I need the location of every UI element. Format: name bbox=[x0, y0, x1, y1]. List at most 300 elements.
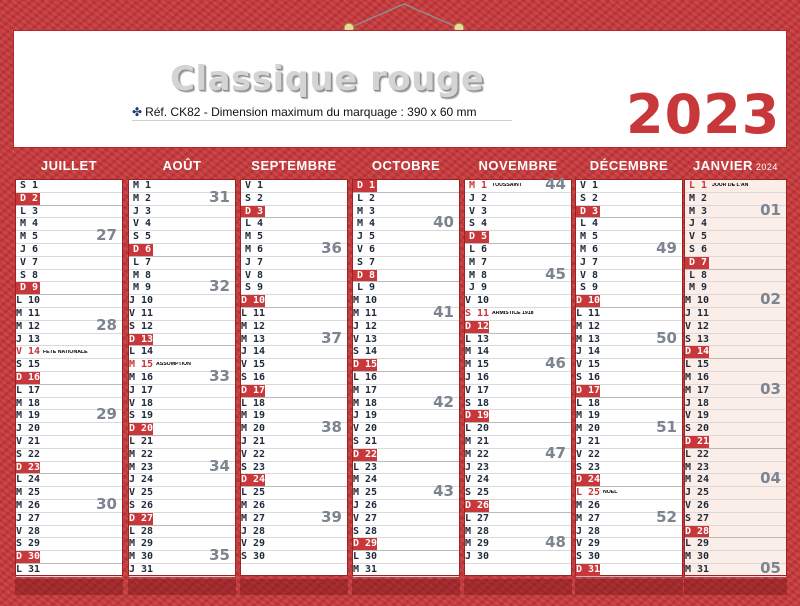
day-label: V 4 bbox=[132, 218, 151, 230]
day-label: J 27 bbox=[16, 512, 41, 524]
day-row bbox=[465, 295, 571, 308]
day-row bbox=[465, 193, 571, 206]
day-label: S 9 bbox=[244, 282, 263, 294]
day-label: L 31 bbox=[16, 563, 41, 575]
day-row bbox=[241, 449, 347, 462]
day-label: V 1 bbox=[244, 180, 263, 191]
day-label: L 30 bbox=[353, 551, 378, 563]
week-number: 49 bbox=[656, 239, 677, 257]
day-row bbox=[241, 462, 347, 475]
day-label: M 10 bbox=[685, 295, 710, 307]
day-label: V 15 bbox=[576, 359, 601, 371]
day-row bbox=[353, 270, 459, 283]
day-row bbox=[353, 180, 459, 193]
day-row bbox=[16, 244, 122, 257]
day-row bbox=[685, 500, 786, 513]
day-label: M 30 bbox=[129, 551, 154, 563]
day-row bbox=[465, 410, 571, 423]
day-row bbox=[353, 193, 459, 206]
day-row bbox=[129, 526, 235, 539]
week-number: 47 bbox=[545, 443, 566, 462]
day-label: S 2 bbox=[579, 192, 598, 204]
day-label: M 1 bbox=[468, 180, 487, 191]
day-row bbox=[576, 295, 682, 308]
day-row bbox=[16, 295, 122, 308]
month-column bbox=[575, 153, 683, 601]
calendar-header bbox=[13, 30, 787, 148]
day-label: S 20 bbox=[685, 423, 710, 435]
day-label: D 27 bbox=[129, 512, 154, 524]
day-row bbox=[576, 385, 682, 398]
day-row bbox=[353, 564, 459, 577]
month-name bbox=[240, 153, 348, 179]
day-row bbox=[685, 513, 786, 526]
clover-icon: ✤ bbox=[132, 105, 143, 119]
day-row bbox=[353, 410, 459, 423]
day-row bbox=[16, 551, 122, 564]
day-label: J 6 bbox=[19, 243, 38, 255]
day-row bbox=[685, 321, 786, 334]
day-label: M 4 bbox=[356, 218, 375, 230]
day-row bbox=[576, 474, 682, 487]
day-row bbox=[465, 372, 571, 385]
day-label: M 17 bbox=[685, 384, 710, 396]
day-row bbox=[129, 500, 235, 513]
day-label: V 25 bbox=[129, 487, 154, 499]
day-row bbox=[576, 372, 682, 385]
day-label: V 26 bbox=[685, 499, 710, 511]
day-row bbox=[685, 180, 786, 193]
day-row bbox=[685, 526, 786, 539]
day-label: M 20 bbox=[241, 423, 266, 435]
day-row bbox=[465, 206, 571, 219]
day-label: V 18 bbox=[129, 397, 154, 409]
day-row bbox=[685, 538, 786, 551]
day-row bbox=[576, 462, 682, 475]
day-label: M 30 bbox=[685, 551, 710, 563]
day-label: S 23 bbox=[576, 461, 601, 473]
day-row bbox=[576, 359, 682, 372]
day-label: M 24 bbox=[353, 474, 378, 486]
day-label: V 17 bbox=[465, 384, 490, 396]
day-row bbox=[16, 270, 122, 283]
day-row bbox=[576, 218, 682, 231]
day-row bbox=[241, 180, 347, 193]
day-label: S 13 bbox=[685, 333, 710, 345]
day-label: L 20 bbox=[465, 423, 490, 435]
day-label: M 19 bbox=[576, 410, 601, 422]
day-row bbox=[576, 449, 682, 462]
day-row bbox=[241, 282, 347, 295]
day-label: S 18 bbox=[465, 397, 490, 409]
day-row bbox=[16, 282, 122, 295]
day-row bbox=[16, 526, 122, 539]
day-label: V 7 bbox=[19, 256, 38, 268]
day-label: M 5 bbox=[579, 231, 598, 243]
day-label: D 31 bbox=[576, 563, 601, 575]
day-label: M 22 bbox=[129, 448, 154, 460]
day-label: V 27 bbox=[353, 512, 378, 524]
day-label: M 11 bbox=[16, 307, 41, 319]
day-row bbox=[353, 449, 459, 462]
day-row bbox=[241, 436, 347, 449]
day-label: D 5 bbox=[465, 231, 489, 243]
day-row bbox=[16, 449, 122, 462]
week-number: 46 bbox=[545, 354, 566, 373]
day-label: L 8 bbox=[688, 269, 707, 281]
day-label: M 8 bbox=[468, 269, 487, 281]
day-label: D 8 bbox=[353, 270, 377, 282]
day-label: J 14 bbox=[241, 346, 266, 358]
week-number: 35 bbox=[209, 546, 230, 565]
day-row bbox=[465, 308, 571, 321]
month-column bbox=[352, 153, 460, 601]
month-footer bbox=[128, 579, 236, 595]
week-number: 39 bbox=[321, 507, 342, 526]
day-label: V 19 bbox=[685, 410, 710, 422]
day-row bbox=[129, 436, 235, 449]
day-row bbox=[129, 218, 235, 231]
day-label: M 11 bbox=[353, 307, 378, 319]
day-label: L 23 bbox=[353, 461, 378, 473]
day-label: S 7 bbox=[356, 256, 375, 268]
day-label: L 22 bbox=[685, 448, 710, 460]
day-label: V 20 bbox=[353, 423, 378, 435]
day-list bbox=[684, 179, 787, 576]
day-label: M 31 bbox=[353, 563, 378, 575]
day-row bbox=[241, 526, 347, 539]
day-label: M 2 bbox=[688, 192, 707, 204]
day-label: V 29 bbox=[576, 538, 601, 550]
day-row bbox=[576, 193, 682, 206]
day-row bbox=[129, 474, 235, 487]
day-row bbox=[241, 398, 347, 411]
day-label: L 18 bbox=[241, 397, 266, 409]
day-label: L 11 bbox=[576, 307, 601, 319]
month-name bbox=[15, 153, 123, 179]
day-row bbox=[465, 218, 571, 231]
day-label: L 17 bbox=[16, 384, 41, 396]
day-label: S 15 bbox=[16, 359, 41, 371]
week-number: 34 bbox=[209, 456, 230, 475]
day-label: D 30 bbox=[16, 551, 41, 563]
week-number: 33 bbox=[209, 367, 230, 385]
month-name-text: SEPTEMBRE bbox=[251, 158, 337, 173]
day-note: FÊTE NATIONALE bbox=[43, 349, 88, 355]
day-label: J 23 bbox=[465, 461, 490, 473]
day-row bbox=[241, 295, 347, 308]
week-number: 51 bbox=[656, 418, 677, 437]
day-label: D 6 bbox=[129, 244, 153, 256]
day-label: D 28 bbox=[685, 525, 710, 537]
day-row bbox=[685, 244, 786, 257]
day-label: J 9 bbox=[468, 282, 487, 294]
month-footer bbox=[15, 579, 123, 595]
day-row bbox=[576, 282, 682, 295]
week-number: 05 bbox=[760, 559, 781, 577]
month-column bbox=[15, 153, 123, 601]
week-number: 43 bbox=[433, 482, 454, 501]
day-label: S 27 bbox=[685, 512, 710, 524]
day-note: ARMISTICE 1918 bbox=[492, 311, 534, 317]
day-row bbox=[129, 295, 235, 308]
day-label: M 24 bbox=[685, 474, 710, 486]
day-label: S 19 bbox=[129, 410, 154, 422]
day-label: L 11 bbox=[241, 307, 266, 319]
day-row bbox=[465, 423, 571, 436]
day-row bbox=[16, 257, 122, 270]
day-label: L 16 bbox=[353, 371, 378, 383]
day-row bbox=[465, 321, 571, 334]
day-row bbox=[16, 180, 122, 193]
day-row bbox=[685, 449, 786, 462]
day-label: M 12 bbox=[576, 320, 601, 332]
day-label: J 2 bbox=[468, 192, 487, 204]
day-label: L 25 bbox=[241, 487, 266, 499]
day-label: S 25 bbox=[465, 487, 490, 499]
week-number: 01 bbox=[760, 200, 781, 219]
month-name bbox=[575, 153, 683, 179]
day-label: M 5 bbox=[19, 231, 38, 243]
day-label: L 7 bbox=[132, 256, 151, 268]
day-row bbox=[576, 180, 682, 193]
day-label: M 14 bbox=[465, 346, 490, 358]
day-label: M 26 bbox=[241, 499, 266, 511]
month-name-text: AOÛT bbox=[162, 158, 202, 173]
day-row bbox=[129, 346, 235, 359]
day-label: D 1 bbox=[353, 180, 377, 192]
day-label: J 21 bbox=[576, 435, 601, 447]
day-label: L 1 bbox=[688, 180, 707, 191]
day-row bbox=[241, 257, 347, 270]
day-row bbox=[576, 398, 682, 411]
day-row bbox=[16, 423, 122, 436]
day-row bbox=[241, 308, 347, 321]
month-footer bbox=[684, 579, 787, 595]
day-label: S 30 bbox=[576, 551, 601, 563]
day-label: S 22 bbox=[16, 448, 41, 460]
day-label: D 9 bbox=[16, 282, 40, 294]
day-row bbox=[576, 526, 682, 539]
day-row bbox=[465, 462, 571, 475]
day-label: V 10 bbox=[465, 295, 490, 307]
week-number: 42 bbox=[433, 392, 454, 411]
day-label: L 3 bbox=[19, 205, 38, 217]
day-note: ASSOMPTION bbox=[156, 362, 191, 368]
day-row bbox=[576, 487, 682, 500]
day-row bbox=[353, 372, 459, 385]
day-list bbox=[15, 179, 123, 576]
day-label: M 28 bbox=[465, 525, 490, 537]
day-list bbox=[464, 175, 572, 576]
day-label: M 31 bbox=[685, 563, 710, 575]
day-label: V 8 bbox=[244, 269, 263, 281]
day-label: M 20 bbox=[576, 423, 601, 435]
day-label: L 4 bbox=[579, 218, 598, 230]
day-label: D 17 bbox=[241, 384, 266, 396]
day-row bbox=[129, 398, 235, 411]
day-label: M 19 bbox=[16, 410, 41, 422]
day-label: L 13 bbox=[465, 333, 490, 345]
day-label: D 24 bbox=[576, 474, 601, 486]
week-number: 50 bbox=[656, 328, 677, 347]
day-note: JOUR DE L'AN bbox=[712, 183, 749, 189]
day-label: L 28 bbox=[129, 525, 154, 537]
day-label: M 29 bbox=[465, 538, 490, 550]
month-footer bbox=[240, 579, 348, 595]
day-label: D 14 bbox=[685, 346, 710, 358]
day-row bbox=[129, 206, 235, 219]
day-row bbox=[129, 564, 235, 577]
week-number: 37 bbox=[321, 328, 342, 347]
week-number: 48 bbox=[545, 533, 566, 552]
day-label: V 12 bbox=[685, 320, 710, 332]
day-row bbox=[241, 206, 347, 219]
day-row bbox=[129, 321, 235, 334]
day-label: M 23 bbox=[129, 461, 154, 473]
day-row bbox=[241, 359, 347, 372]
week-number: 44 bbox=[545, 175, 566, 193]
day-label: M 26 bbox=[576, 499, 601, 511]
day-row bbox=[685, 334, 786, 347]
day-label: M 16 bbox=[685, 371, 710, 383]
day-label: D 26 bbox=[465, 499, 490, 511]
day-row bbox=[16, 334, 122, 347]
day-label: V 22 bbox=[241, 448, 266, 460]
day-label: M 13 bbox=[241, 333, 266, 345]
week-number: 04 bbox=[760, 469, 781, 488]
day-row bbox=[241, 385, 347, 398]
day-label: L 29 bbox=[685, 538, 710, 550]
day-label: L 18 bbox=[576, 397, 601, 409]
day-row bbox=[16, 462, 122, 475]
day-label: L 21 bbox=[129, 435, 154, 447]
day-label: D 16 bbox=[16, 371, 41, 383]
day-label: J 19 bbox=[353, 410, 378, 422]
day-row bbox=[16, 436, 122, 449]
day-label: S 28 bbox=[353, 525, 378, 537]
day-label: M 12 bbox=[241, 320, 266, 332]
day-label: D 24 bbox=[241, 474, 266, 486]
week-number: 28 bbox=[96, 315, 117, 334]
day-row bbox=[16, 538, 122, 551]
day-row bbox=[353, 282, 459, 295]
day-row bbox=[16, 372, 122, 385]
day-row bbox=[465, 231, 571, 244]
day-label: S 26 bbox=[129, 499, 154, 511]
month-name bbox=[352, 153, 460, 179]
day-label: M 18 bbox=[353, 397, 378, 409]
day-row bbox=[353, 321, 459, 334]
week-number: 45 bbox=[545, 264, 566, 283]
day-row bbox=[353, 526, 459, 539]
day-label: S 4 bbox=[468, 218, 487, 230]
day-row bbox=[465, 487, 571, 500]
day-label: M 9 bbox=[688, 282, 707, 294]
day-label: D 17 bbox=[576, 384, 601, 396]
day-label: V 14 bbox=[16, 346, 41, 358]
day-label: L 9 bbox=[356, 282, 375, 294]
day-label: M 27 bbox=[576, 512, 601, 524]
day-label: M 16 bbox=[129, 371, 154, 383]
day-label: J 31 bbox=[129, 563, 154, 575]
day-row bbox=[576, 257, 682, 270]
day-label: M 5 bbox=[244, 231, 263, 243]
calendar-title: Classique rouge bbox=[170, 59, 485, 99]
day-row bbox=[465, 334, 571, 347]
day-label: M 1 bbox=[132, 180, 151, 191]
day-label: J 26 bbox=[353, 499, 378, 511]
day-row bbox=[353, 244, 459, 257]
day-label: M 23 bbox=[685, 461, 710, 473]
day-label: V 8 bbox=[579, 269, 598, 281]
day-label: D 7 bbox=[685, 257, 709, 269]
day-label: S 30 bbox=[241, 551, 266, 563]
day-row bbox=[353, 462, 459, 475]
day-label: V 21 bbox=[16, 435, 41, 447]
day-label: V 28 bbox=[16, 525, 41, 537]
month-name-text: JANVIER bbox=[693, 158, 753, 173]
day-label: S 11 bbox=[465, 307, 490, 319]
day-row bbox=[353, 513, 459, 526]
day-label: M 13 bbox=[576, 333, 601, 345]
day-row bbox=[129, 334, 235, 347]
day-row bbox=[16, 513, 122, 526]
week-number: 40 bbox=[433, 213, 454, 232]
day-list bbox=[240, 179, 348, 576]
day-label: D 21 bbox=[685, 435, 710, 447]
calendar-year: 2023 bbox=[626, 83, 781, 146]
day-row bbox=[576, 270, 682, 283]
month-column bbox=[464, 153, 572, 601]
day-label: D 23 bbox=[16, 461, 41, 473]
day-label: J 17 bbox=[129, 384, 154, 396]
day-label: S 6 bbox=[688, 243, 707, 255]
day-row bbox=[685, 257, 786, 270]
day-row bbox=[685, 398, 786, 411]
day-row bbox=[129, 513, 235, 526]
day-label: V 11 bbox=[129, 307, 154, 319]
day-label: J 11 bbox=[685, 307, 710, 319]
month-footer bbox=[575, 579, 683, 595]
hanging-string bbox=[341, 0, 467, 34]
day-label: M 15 bbox=[465, 359, 490, 371]
day-label: D 20 bbox=[129, 423, 154, 435]
day-label: D 12 bbox=[465, 320, 490, 332]
month-name bbox=[128, 153, 236, 179]
day-row bbox=[685, 487, 786, 500]
day-label: V 3 bbox=[468, 205, 487, 217]
day-label: S 21 bbox=[353, 435, 378, 447]
day-row bbox=[353, 551, 459, 564]
day-row bbox=[576, 538, 682, 551]
day-row bbox=[353, 334, 459, 347]
day-row bbox=[685, 270, 786, 283]
day-row bbox=[465, 385, 571, 398]
day-label: V 5 bbox=[688, 231, 707, 243]
day-label: J 16 bbox=[465, 371, 490, 383]
day-label: J 25 bbox=[685, 487, 710, 499]
day-row bbox=[353, 359, 459, 372]
day-label: V 6 bbox=[356, 243, 375, 255]
day-label: V 15 bbox=[241, 359, 266, 371]
day-row bbox=[685, 218, 786, 231]
day-label: L 4 bbox=[244, 218, 263, 230]
reference-line bbox=[132, 105, 512, 121]
day-label: M 22 bbox=[465, 448, 490, 460]
week-number: 29 bbox=[96, 405, 117, 424]
day-label: M 4 bbox=[19, 218, 38, 230]
